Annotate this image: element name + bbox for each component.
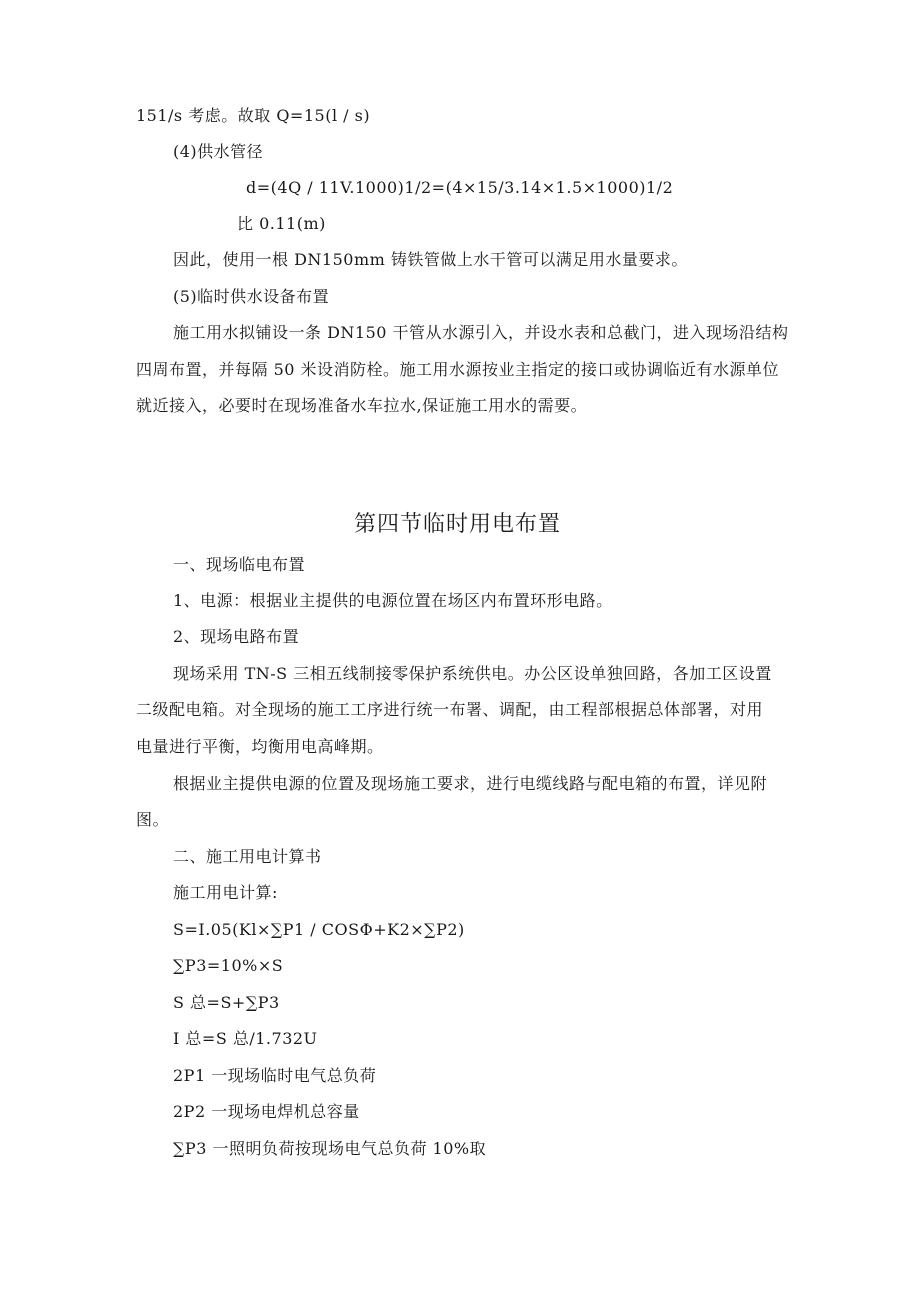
- formula-line: S 总=S+∑P3: [173, 993, 280, 1012]
- text-line: (4)供水管径: [173, 142, 264, 161]
- formula-line: S=I.05(Kl×∑P1 / COSΦ+K2×∑P2): [173, 920, 465, 939]
- formula-line: d=(4Q / 11V.1000)1/2=(4×15/3.14×1.5×1000)1/2: [246, 178, 674, 197]
- text-line: 2P2 一现场电焊机总容量: [173, 1102, 360, 1121]
- text-line: 比 0.11(m): [237, 214, 326, 233]
- text-line: 四周布置，并每隔 50 米设消防栓。施工用水源按业主指定的接口或协调临近有水源单位: [136, 360, 780, 379]
- text-line: 就近接入，必要时在现场准备水车拉水,保证施工用水的需要。: [136, 396, 588, 415]
- text-line: 施工用电计算:: [173, 883, 278, 902]
- heading-line: 二、施工用电计算书: [173, 847, 322, 866]
- text-line: 施工用水拟铺设一条 DN150 干管从水源引入，并设水表和总截门，进入现场沿结构: [173, 323, 789, 342]
- formula-line: I 总=S 总/1.732U: [173, 1029, 318, 1048]
- text-line: 2P1 一现场临时电气总负荷: [173, 1066, 377, 1085]
- heading-line: 一、现场临电布置: [173, 555, 306, 574]
- text-line: 因此，使用一根 DN150mm 铸铁管做上水干管可以满足用水量要求。: [173, 250, 688, 269]
- formula-line: ∑P3=10%×S: [173, 956, 284, 975]
- text-line: 151/s 考虑。故取 Q=15(l / s): [136, 106, 371, 125]
- text-line: 1、电源：根据业主提供的电源位置在场区内布置环形电路。: [173, 591, 613, 610]
- text-line: (5)临时供水设备布置: [173, 287, 330, 306]
- text-line: ∑P3 一照明负荷按现场电气总负荷 10%取: [173, 1139, 487, 1158]
- section-title: 第四节临时用电布置: [354, 512, 562, 537]
- text-line: 图。: [136, 810, 170, 829]
- text-line: 电量进行平衡，均衡用电高峰期。: [136, 737, 384, 756]
- text-line: 现场采用 TN-S 三相五线制接零保护系统供电。办公区设单独回路，各加工区设置: [173, 664, 772, 683]
- text-line: 2、现场电路布置: [173, 627, 300, 646]
- text-line: 二级配电箱。对全现场的施工工序进行统一布署、调配，由工程部根据总体部署，对用: [136, 700, 764, 719]
- text-line: 根据业主提供电源的位置及现场施工要求，进行电缆线路与配电箱的布置，详见附: [173, 774, 768, 793]
